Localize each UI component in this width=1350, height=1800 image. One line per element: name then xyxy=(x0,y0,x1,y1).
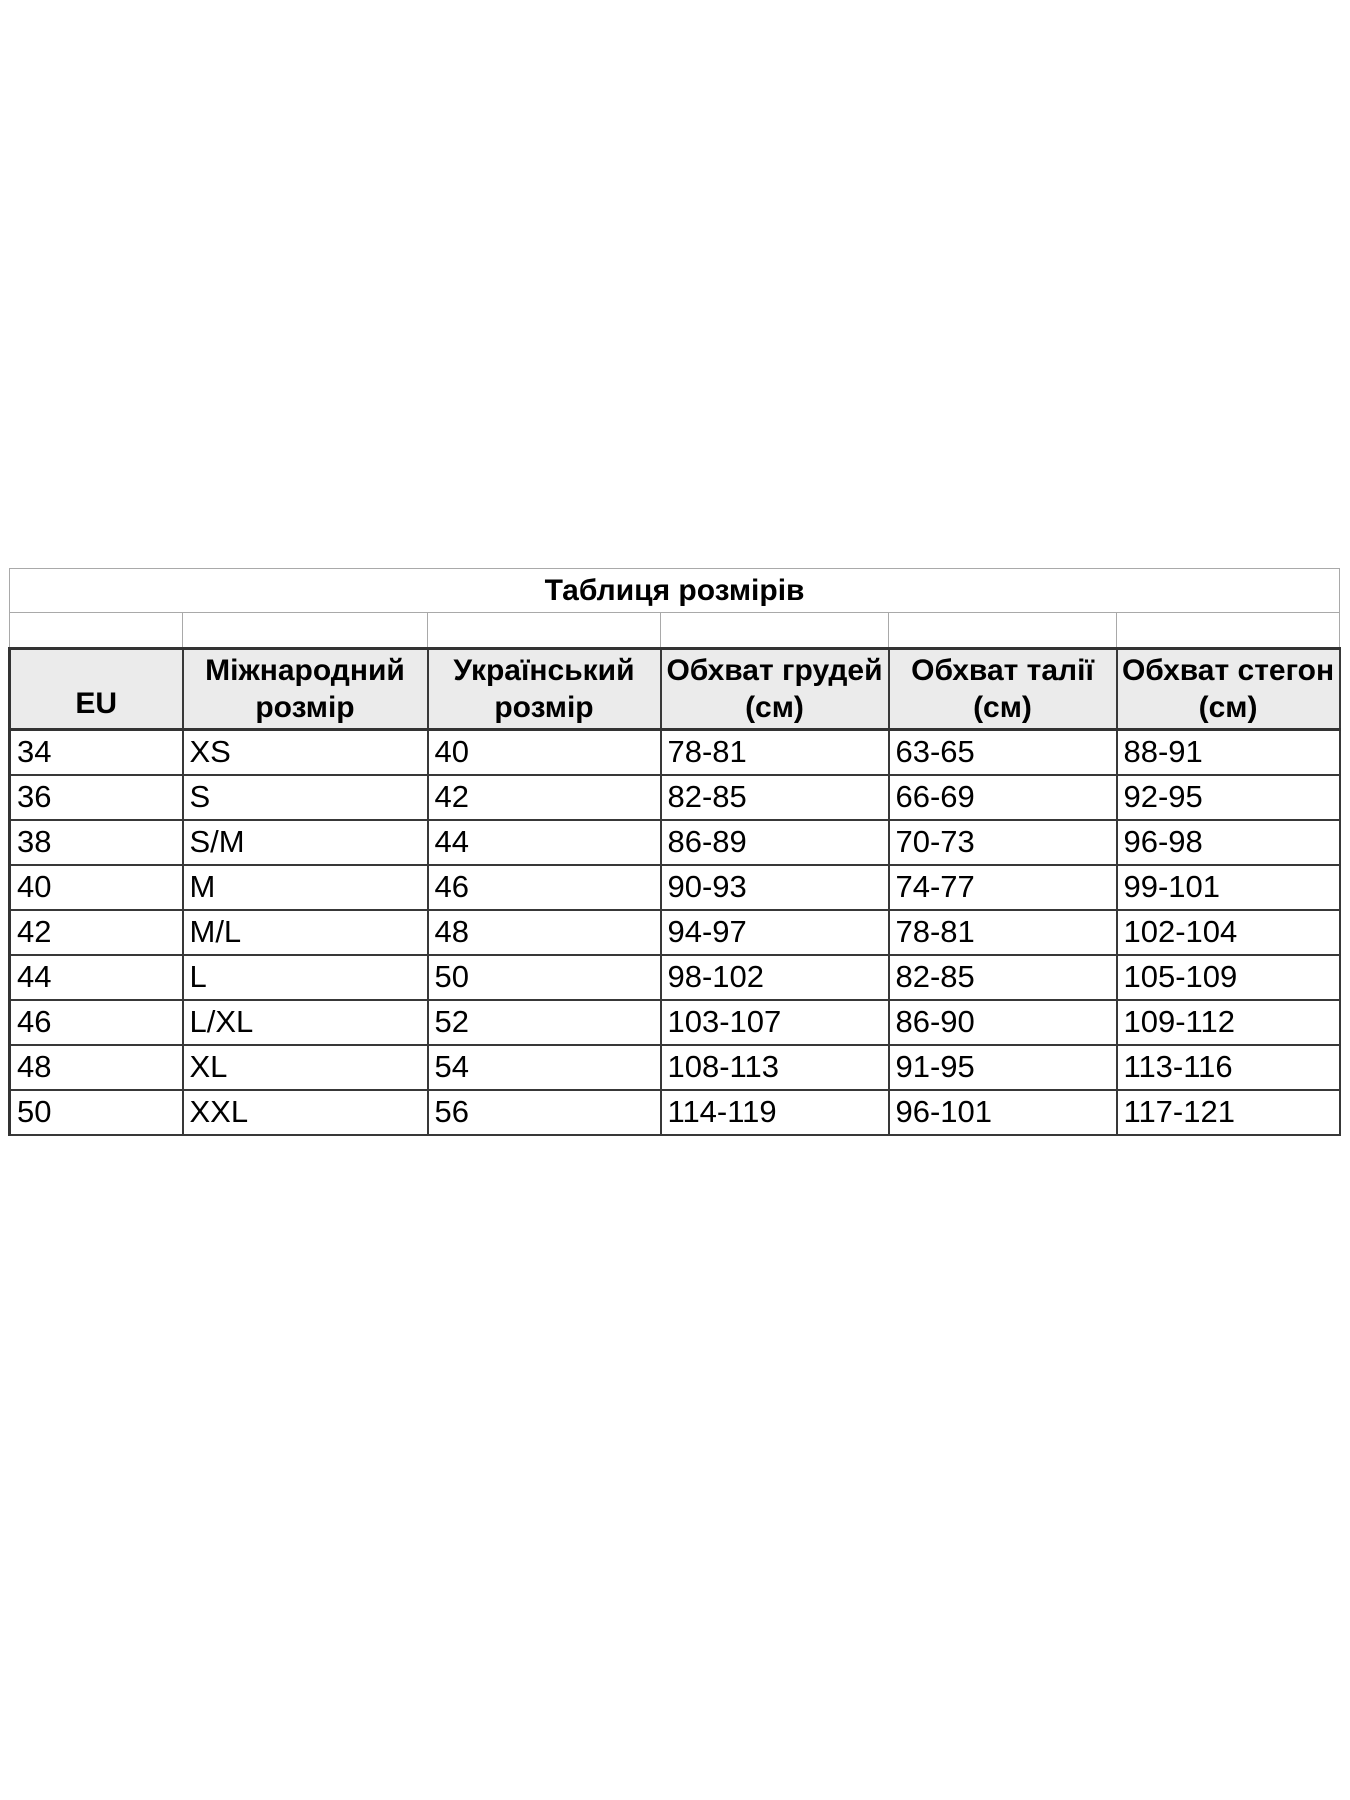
cell-international: XXL xyxy=(183,1090,428,1135)
cell-ukrainian: 48 xyxy=(428,910,661,955)
cell-waist: 91-95 xyxy=(889,1045,1117,1090)
spacer-cell xyxy=(661,613,889,649)
spacer-row xyxy=(10,613,1340,649)
cell-chest: 103-107 xyxy=(661,1000,889,1045)
table-title: Таблиця розмірів xyxy=(10,569,1340,613)
table-row xyxy=(10,820,1340,865)
column-header-international-size: Міжнародний розмір xyxy=(183,649,428,730)
cell-chest: 90-93 xyxy=(661,865,889,910)
cell-eu: 36 xyxy=(10,775,183,820)
cell-eu: 46 xyxy=(10,1000,183,1045)
cell-ukrainian: 40 xyxy=(428,730,661,775)
cell-chest: 108-113 xyxy=(661,1045,889,1090)
cell-chest: 82-85 xyxy=(661,775,889,820)
cell-eu: 44 xyxy=(10,955,183,1000)
cell-eu: 42 xyxy=(10,910,183,955)
cell-waist: 78-81 xyxy=(889,910,1117,955)
cell-chest: 86-89 xyxy=(661,820,889,865)
cell-hips: 109-112 xyxy=(1117,1000,1340,1045)
column-header-chest: Обхват грудей (см) xyxy=(661,649,889,730)
cell-ukrainian: 44 xyxy=(428,820,661,865)
cell-international: L xyxy=(183,955,428,1000)
cell-international: M xyxy=(183,865,428,910)
table-row xyxy=(10,865,1340,910)
table-row xyxy=(10,730,1340,775)
column-header-ukrainian-size: Український розмір xyxy=(428,649,661,730)
cell-international: S/M xyxy=(183,820,428,865)
cell-hips: 113-116 xyxy=(1117,1045,1340,1090)
spacer-cell xyxy=(889,613,1117,649)
size-table-container xyxy=(8,568,1341,1136)
cell-waist: 63-65 xyxy=(889,730,1117,775)
cell-hips: 96-98 xyxy=(1117,820,1340,865)
cell-international: L/XL xyxy=(183,1000,428,1045)
cell-waist: 96-101 xyxy=(889,1090,1117,1135)
cell-ukrainian: 52 xyxy=(428,1000,661,1045)
cell-international: S xyxy=(183,775,428,820)
spacer-cell xyxy=(183,613,428,649)
table-row xyxy=(10,910,1340,955)
table-row xyxy=(10,1000,1340,1045)
cell-ukrainian: 50 xyxy=(428,955,661,1000)
cell-ukrainian: 46 xyxy=(428,865,661,910)
cell-international: XL xyxy=(183,1045,428,1090)
table-row xyxy=(10,1045,1340,1090)
cell-eu: 38 xyxy=(10,820,183,865)
cell-waist: 74-77 xyxy=(889,865,1117,910)
cell-international: M/L xyxy=(183,910,428,955)
column-header-waist: Обхват талії (см) xyxy=(889,649,1117,730)
cell-chest: 114-119 xyxy=(661,1090,889,1135)
cell-waist: 66-69 xyxy=(889,775,1117,820)
cell-waist: 70-73 xyxy=(889,820,1117,865)
cell-international: XS xyxy=(183,730,428,775)
header-row xyxy=(10,649,1340,730)
table-title-row xyxy=(10,569,1340,613)
cell-hips: 102-104 xyxy=(1117,910,1340,955)
column-header-eu: EU xyxy=(10,649,183,730)
cell-chest: 94-97 xyxy=(661,910,889,955)
cell-eu: 48 xyxy=(10,1045,183,1090)
cell-ukrainian: 56 xyxy=(428,1090,661,1135)
cell-eu: 40 xyxy=(10,865,183,910)
cell-chest: 98-102 xyxy=(661,955,889,1000)
size-table xyxy=(8,568,1341,1136)
cell-hips: 117-121 xyxy=(1117,1090,1340,1135)
column-header-hips: Обхват стегон (см) xyxy=(1117,649,1340,730)
table-row xyxy=(10,955,1340,1000)
cell-chest: 78-81 xyxy=(661,730,889,775)
cell-waist: 82-85 xyxy=(889,955,1117,1000)
cell-hips: 105-109 xyxy=(1117,955,1340,1000)
cell-hips: 92-95 xyxy=(1117,775,1340,820)
table-row xyxy=(10,1090,1340,1135)
spacer-cell xyxy=(428,613,661,649)
cell-ukrainian: 42 xyxy=(428,775,661,820)
spacer-cell xyxy=(10,613,183,649)
cell-waist: 86-90 xyxy=(889,1000,1117,1045)
spacer-cell xyxy=(1117,613,1340,649)
cell-hips: 99-101 xyxy=(1117,865,1340,910)
cell-eu: 50 xyxy=(10,1090,183,1135)
table-row xyxy=(10,775,1340,820)
cell-eu: 34 xyxy=(10,730,183,775)
cell-hips: 88-91 xyxy=(1117,730,1340,775)
cell-ukrainian: 54 xyxy=(428,1045,661,1090)
